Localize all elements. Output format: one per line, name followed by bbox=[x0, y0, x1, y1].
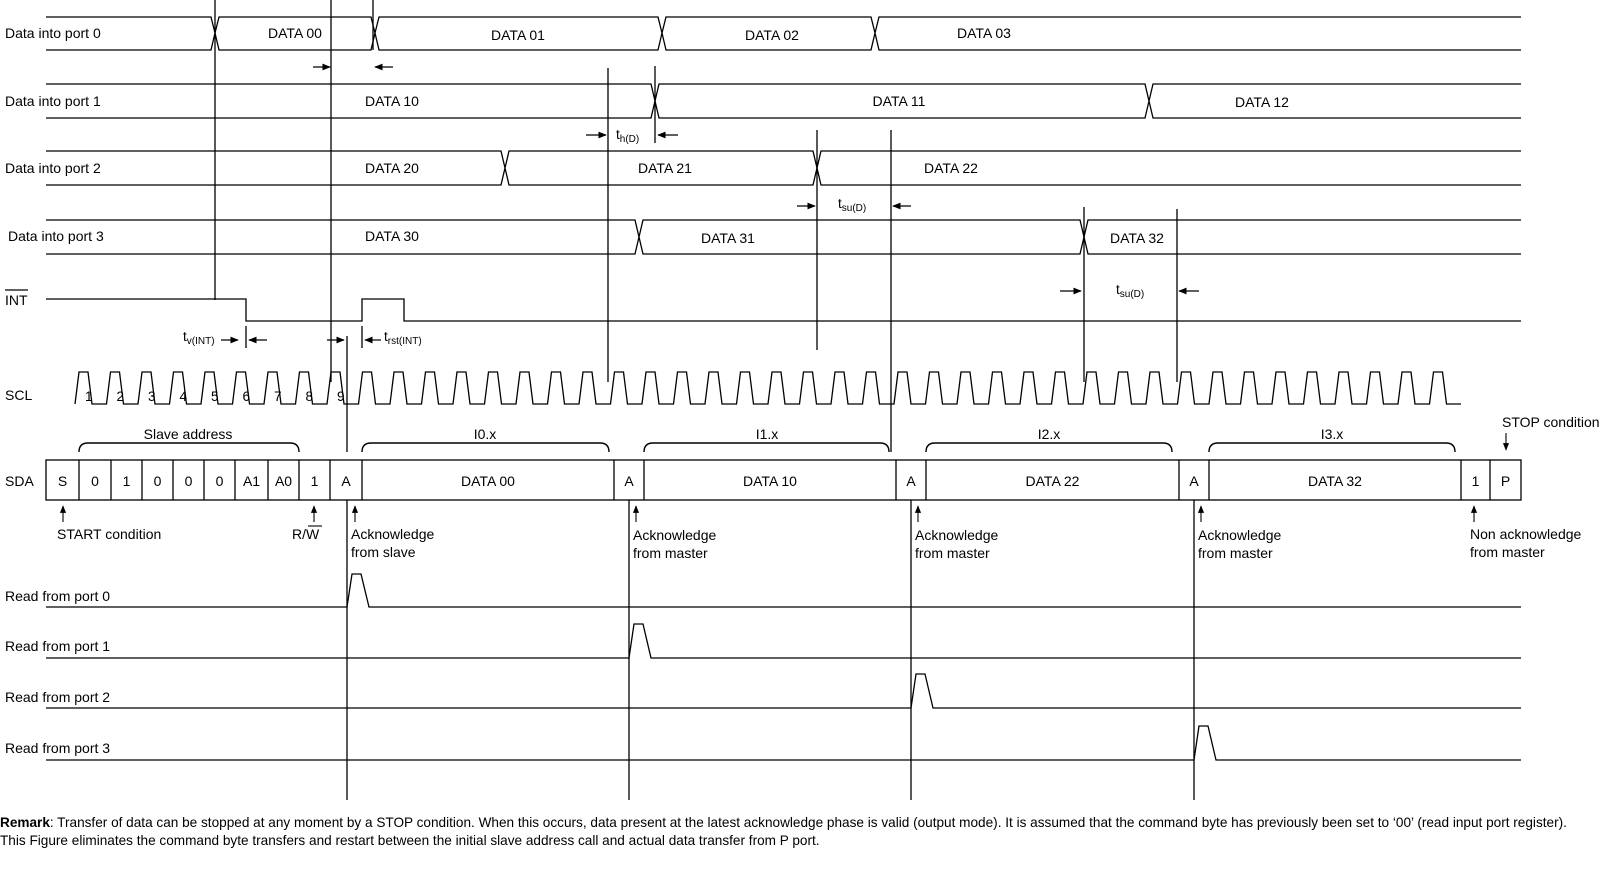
scl-clock-number: 6 bbox=[242, 389, 251, 404]
timing-reference-lines bbox=[215, 0, 1177, 452]
port0-data-01: DATA 01 bbox=[491, 27, 545, 43]
port2-data-22: DATA 22 bbox=[924, 160, 978, 176]
scl-label: SCL bbox=[5, 387, 33, 403]
ack-master-3-line1: Acknowledge bbox=[1198, 527, 1282, 543]
port1-data-10: DATA 10 bbox=[365, 93, 419, 109]
remark-text-1: : Transfer of data can be stopped at any moment by a STOP condition. When this occurs, data present at the latest acknowledge phase is valid (output mode). It is assumed that the command byte has previously been set to ‘00’ (read input port register). bbox=[49, 815, 1567, 830]
read-port1-waveform bbox=[46, 624, 1521, 658]
port3-bus bbox=[46, 220, 1521, 254]
ack-slave-line1: Acknowledge bbox=[351, 526, 435, 542]
sda-bit-cell: DATA 22 bbox=[1025, 473, 1080, 489]
port2-label: Data into port 2 bbox=[5, 160, 101, 176]
tv-int-label: $t_{v(INT)}$ bbox=[183, 329, 215, 347]
scl-clock-number: 8 bbox=[305, 389, 314, 404]
scl-clock-number: 2 bbox=[116, 389, 125, 404]
port1-data-12: DATA 12 bbox=[1235, 94, 1289, 110]
sda-bit-cell: A bbox=[341, 473, 351, 489]
port0-label: Data into port 0 bbox=[5, 25, 101, 41]
port0-data-02: DATA 02 bbox=[745, 27, 799, 43]
group-i2x: I2.x bbox=[1037, 426, 1061, 442]
scl-waveform bbox=[75, 372, 1461, 404]
group-i3x: I3.x bbox=[1320, 426, 1344, 442]
sda-bit-cell: DATA 32 bbox=[1308, 473, 1362, 489]
ack-master-3-line2: from master bbox=[1198, 545, 1273, 561]
sda-bit-cell: DATA 00 bbox=[461, 473, 515, 489]
sda-bit-cell: 0 bbox=[184, 473, 193, 489]
port0-bus bbox=[46, 17, 1521, 50]
sda-bit-cell: 1 bbox=[1471, 473, 1480, 489]
ack-master-2-line2: from master bbox=[915, 545, 990, 561]
scl-clock-number: 5 bbox=[211, 389, 219, 404]
read-port3-waveform bbox=[46, 726, 1521, 760]
sda-cells bbox=[58, 473, 1510, 489]
sda-bit-cell: A1 bbox=[242, 473, 261, 489]
port0-data-00: DATA 00 bbox=[268, 25, 322, 41]
sda-bit-cell: 0 bbox=[215, 473, 224, 489]
read-port1-label: Read from port 1 bbox=[5, 638, 111, 654]
port1-data-11: DATA 11 bbox=[872, 93, 926, 109]
read-port0-waveform bbox=[46, 574, 1521, 607]
sda-bit-cell: 0 bbox=[91, 473, 99, 489]
ack-master-2-line1: Acknowledge bbox=[915, 527, 999, 543]
tsu-label-1: $t_{su(D)}$ bbox=[838, 196, 867, 214]
sda-bit-cell: P bbox=[1500, 473, 1511, 489]
read-port0-label: Read from port 0 bbox=[5, 588, 111, 604]
ack-master-1-line1: Acknowledge bbox=[633, 527, 717, 543]
port3-label: Data into port 3 bbox=[8, 228, 104, 244]
read-port2-label: Read from port 2 bbox=[5, 689, 111, 705]
int-label: INT bbox=[5, 292, 28, 308]
port3-data-30: DATA 30 bbox=[365, 228, 419, 244]
int-waveform bbox=[46, 299, 1521, 321]
remark-label: Remark bbox=[0, 815, 50, 830]
scl-clock-number: 9 bbox=[337, 389, 345, 404]
rw-label: R/W bbox=[292, 526, 320, 542]
sda-bit-cell: A0 bbox=[274, 473, 293, 489]
ack-slave-line2: from slave bbox=[351, 544, 416, 560]
th-label: $t_{h(D)}$ bbox=[616, 127, 640, 145]
sda-braces bbox=[79, 443, 1455, 452]
scl-clock-number: 1 bbox=[85, 389, 93, 404]
group-i0x: I0.x bbox=[473, 426, 497, 442]
ack-phase-lines bbox=[347, 500, 1194, 800]
group-i1x: I1.x bbox=[755, 426, 779, 442]
sda-bit-cell: DATA 10 bbox=[743, 473, 797, 489]
sda-bit-cell: A bbox=[906, 473, 916, 489]
sda-bit-cell: A bbox=[624, 473, 634, 489]
tsu-label-2: $t_{su(D)}$ bbox=[1116, 282, 1145, 300]
remark-paragraph-2: This Figure eliminates the command byte transfers and restart between the initial slave address call and actual data transfer from P port. bbox=[0, 832, 820, 848]
port3-data-31: DATA 31 bbox=[701, 230, 755, 246]
nack-line1: Non acknowledge bbox=[1470, 526, 1582, 542]
trst-int-label: $t_{rst(INT)}$ bbox=[384, 329, 422, 347]
scl-clock-number: 7 bbox=[274, 389, 282, 404]
port1-label: Data into port 1 bbox=[5, 93, 101, 109]
port2-bus bbox=[46, 151, 1521, 185]
sda-label: SDA bbox=[5, 473, 34, 489]
port2-data-20: DATA 20 bbox=[365, 160, 419, 176]
scl-clock-number: 3 bbox=[148, 389, 156, 404]
start-condition-label: START condition bbox=[57, 526, 162, 542]
port2-data-21: DATA 21 bbox=[638, 160, 692, 176]
remark-paragraph-1 bbox=[0, 814, 1600, 832]
sda-bit-cell: 1 bbox=[310, 473, 319, 489]
read-port3-label: Read from port 3 bbox=[5, 740, 111, 756]
stop-condition-label: STOP condition bbox=[1502, 414, 1600, 430]
read-port2-waveform bbox=[46, 674, 1521, 708]
scl-clock-number: 4 bbox=[179, 389, 188, 404]
scl-clock-numbers bbox=[85, 389, 345, 404]
port3-data-32: DATA 32 bbox=[1110, 230, 1164, 246]
port1-bus bbox=[46, 84, 1521, 118]
sda-bit-cell: 0 bbox=[153, 473, 162, 489]
port0-data-03: DATA 03 bbox=[957, 25, 1011, 41]
sda-bit-cell: S bbox=[57, 473, 68, 489]
ack-master-1-line2: from master bbox=[633, 545, 708, 561]
nack-line2: from master bbox=[1470, 544, 1545, 560]
sda-bit-cell: 1 bbox=[122, 473, 131, 489]
remark-note bbox=[0, 814, 1600, 849]
group-slave-address: Slave address bbox=[143, 426, 233, 442]
sda-bit-cell: A bbox=[1189, 473, 1199, 489]
